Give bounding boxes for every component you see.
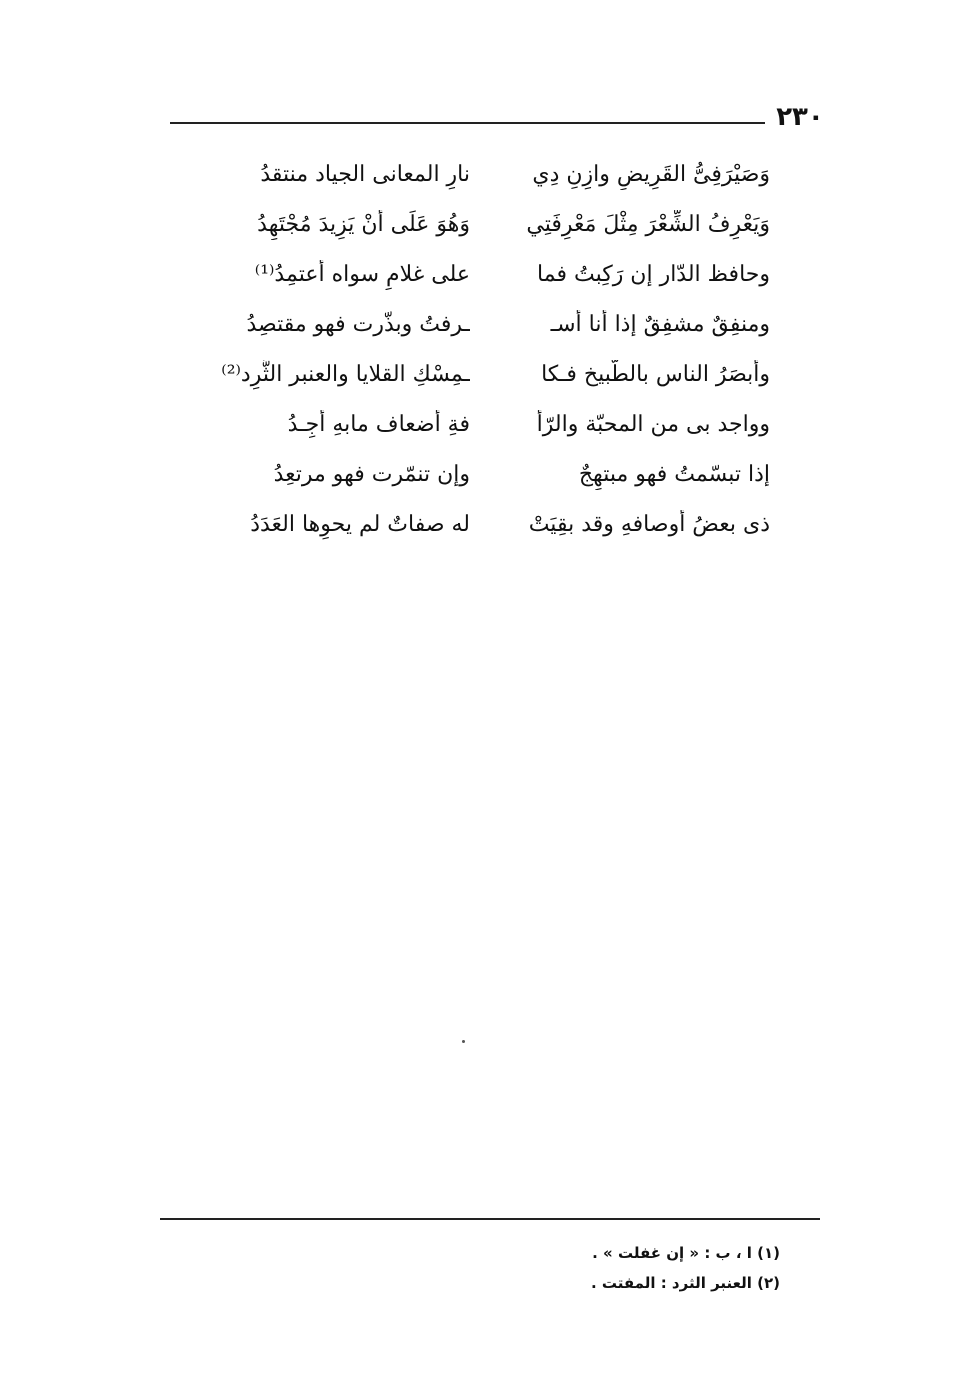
verse-first-hemistich: ومنفِقٌ مشفِقٌ إذا أنا أسـ xyxy=(550,312,770,337)
page-number: ٢٣٠ xyxy=(776,102,824,132)
header-rule xyxy=(170,122,765,124)
verse xyxy=(200,250,770,300)
verse-second-hemistich: فةِ أضعاف مابهِ أجِـدُ xyxy=(287,412,470,437)
footnote: (١) ا ، ب : « إن غفلت » . xyxy=(592,1244,780,1262)
verse xyxy=(200,500,770,550)
footnote: (٢) العنبر الثرد : المفتت . xyxy=(590,1274,780,1292)
verse xyxy=(200,400,770,450)
verse-second-hemistich: نارِ المعانى الجياد منتقدُ xyxy=(260,162,470,187)
footnotes xyxy=(400,1238,780,1298)
verse-first-hemistich: وأبصَرُ الناس بالطّبيخ فـكا xyxy=(541,362,770,387)
verse-second-hemistich: وإن تنمّرت فهو مرتعِدُ xyxy=(273,462,470,487)
verse-first-hemistich: ذى بعضُ أوصافهِ وقد بقِيَتْ xyxy=(528,512,770,537)
verse-second-hemistich: على غلامٍ سواه أعتمِدُ⁽¹⁾ xyxy=(254,262,470,287)
verse xyxy=(200,150,770,200)
verse-second-hemistich: ـرفتُ وبذّرت فهو مقتصِدُ xyxy=(246,312,470,337)
verse-first-hemistich: وَصَيْرَفِىُّ القَرِيضِ وازِنِ دِي xyxy=(532,162,770,187)
verse-second-hemistich: وَهُوَ عَلَى أَنْ يَزِيدَ مُجْتَهِدُ xyxy=(257,212,470,237)
verse-first-hemistich: إذا تبسّمتُ فهو مبتهِجٌ xyxy=(578,462,770,487)
verse-second-hemistich: ـمِسْكِ القلايا والعنبر الثَّرِد⁽²⁾ xyxy=(221,362,470,387)
verse xyxy=(200,300,770,350)
print-speck xyxy=(462,1040,465,1043)
footnote-rule xyxy=(160,1218,820,1220)
verse xyxy=(200,200,770,250)
poem xyxy=(200,150,770,550)
verse-first-hemistich: وحافظ الدّار إن رَكِبتُ فما xyxy=(537,262,770,287)
verse xyxy=(200,450,770,500)
verse-second-hemistich: له صفاتٌ لم يحوِها العَدَدُ xyxy=(250,512,470,537)
verse-first-hemistich: وواجد بى من المحبّة والرّأ xyxy=(536,412,770,437)
verse-first-hemistich: وَيَعْرِفُ الشِّعْرَ مِثْلَ مَعْرِفَتِي xyxy=(526,212,770,237)
verse xyxy=(200,350,770,400)
